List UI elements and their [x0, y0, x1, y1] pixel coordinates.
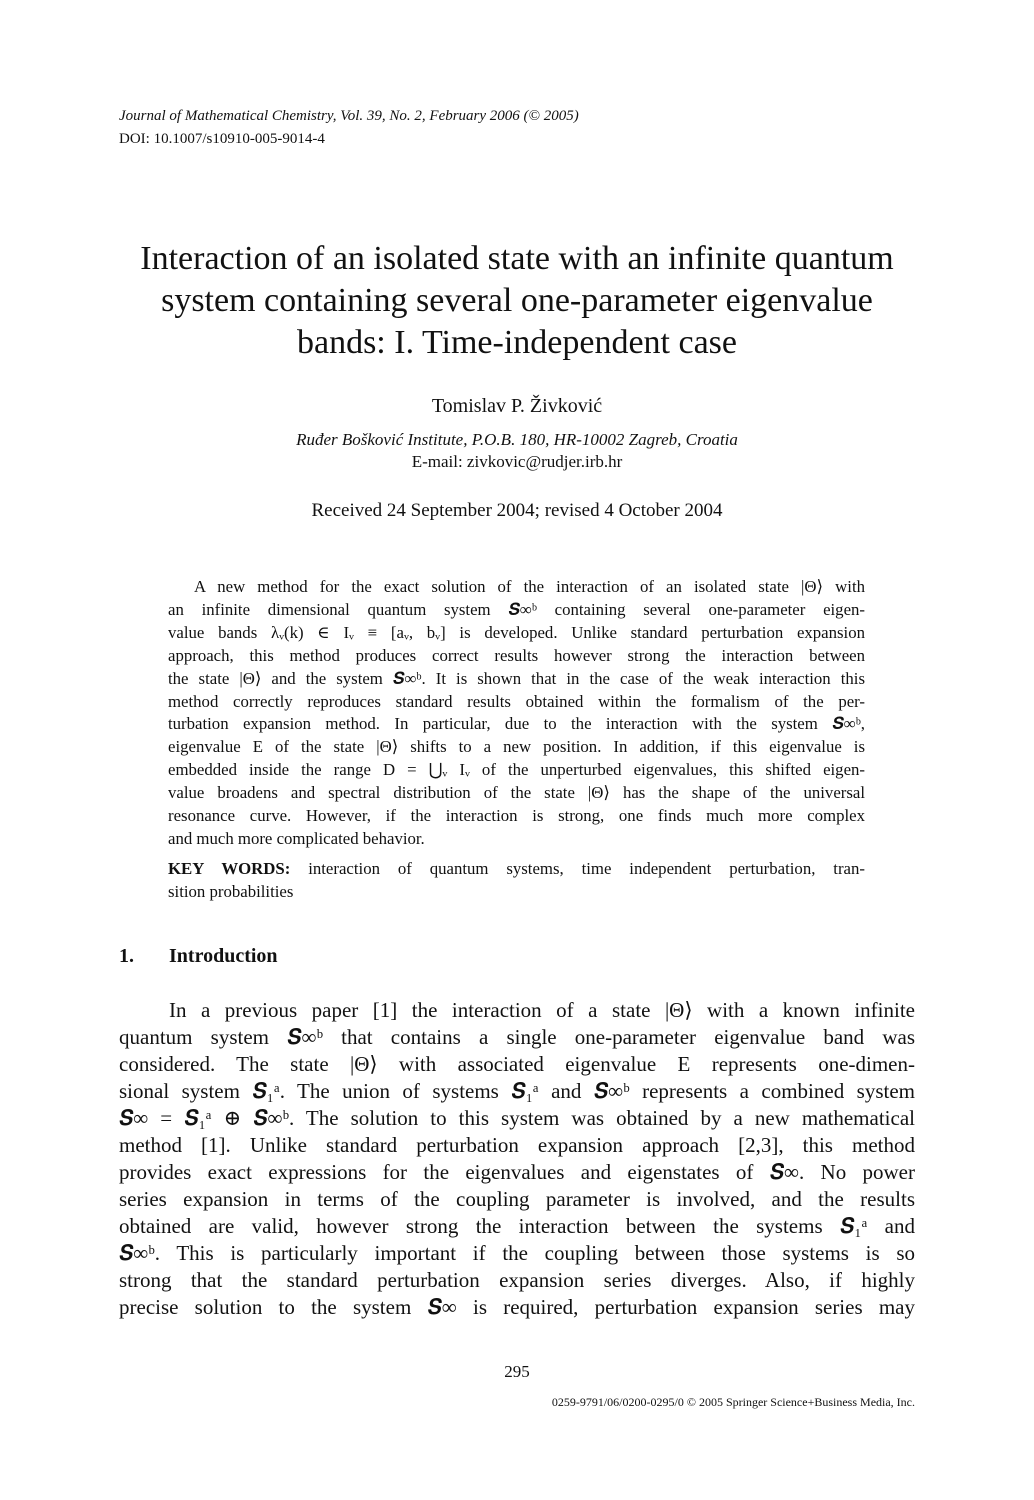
title-line: system containing several one-parameter eigenvalue	[161, 282, 873, 319]
abstract-line: value broadens and spectral distribution of the state |Θ⟩ has the shape of the universal	[168, 783, 865, 803]
body-line: series expansion in terms of the coupling parameter is involved, and the results	[119, 1187, 915, 1211]
keywords-line: sition probabilities	[168, 881, 294, 901]
abstract-line: turbation expansion method. In particular, due to the interaction with the system 𝑺∞ᵇ,	[168, 714, 865, 734]
body-line: 𝑺∞ᵇ. This is particularly important if the coupling between those systems is so	[119, 1241, 915, 1265]
abstract-line: the state |Θ⟩ and the system 𝑺∞ᵇ. It is shown that in the case of the weak interaction this	[168, 668, 865, 688]
body-line: 𝑺∞ = 𝑺₁ᵃ ⊕ 𝑺∞ᵇ. The solution to this system was obtained by a new mathematical	[119, 1106, 915, 1130]
body-line: obtained are valid, however strong the interaction between the systems 𝑺₁ᵃ and	[119, 1214, 915, 1238]
section-title: Introduction	[169, 945, 278, 967]
body-line: provides exact expressions for the eigenvalues and eigenstates of 𝑺∞. No power	[119, 1160, 915, 1184]
abstract-line: approach, this method produces correct results however strong the interaction between	[168, 645, 865, 665]
author-affiliation: Ruđer Bošković Institute, P.O.B. 180, HR-10002 Zagreb, Croatia	[296, 430, 738, 449]
footer-copyright: 0259-9791/06/0200-0295/0 © 2005 Springer Science+Business Media, Inc.	[551, 1395, 915, 1409]
author-name: Tomislav P. Živković	[431, 395, 603, 417]
body-line: strong that the standard perturbation expansion series diverges. Also, if highly	[119, 1268, 915, 1292]
abstract-line: eigenvalue E of the state |Θ⟩ shifts to a new position. In addition, if this eigenvalue is	[168, 737, 865, 757]
doi: DOI: 10.1007/s10910-005-9014-4	[119, 131, 325, 147]
section-number: 1.	[119, 945, 134, 967]
body-paragraph	[119, 997, 915, 1321]
body-line: quantum system 𝑺∞ᵇ that contains a single one-parameter eigenvalue band was	[119, 1025, 915, 1049]
abstract-line: embedded inside the range D = ⋃ᵥ Iᵥ of the unperturbed eigenvalues, this shifted eigen-	[168, 760, 865, 780]
journal-citation: Journal of Mathematical Chemistry, Vol. 39, No. 2, February 2006 (© 2005)	[119, 108, 579, 124]
abstract-line: method correctly reproduces standard results obtained within the formalism of the per-	[168, 691, 865, 711]
section-heading	[119, 943, 278, 969]
keywords-line: KEY WORDS: interaction of quantum systems, time independent perturbation, tran-	[168, 859, 865, 878]
page-number: 295	[504, 1362, 530, 1381]
title-line: Interaction of an isolated state with an infinite quantum	[140, 240, 894, 277]
abstract-line: resonance curve. However, if the interaction is strong, one finds much more complex	[168, 806, 865, 826]
body-line: method [1]. Unlike standard perturbation expansion approach [2,3], this method	[119, 1133, 915, 1157]
paper-title	[100, 238, 934, 364]
keywords-label: KEY WORDS:	[168, 859, 291, 878]
abstract-line: value bands λᵥ(k) ∈ Iᵥ ≡ [aᵥ, bᵥ] is developed. Unlike standard perturbation expansion	[168, 622, 865, 642]
title-line: bands: I. Time-independent case	[296, 324, 738, 361]
received-dates: Received 24 September 2004; revised 4 October 2004	[311, 500, 723, 521]
body-line: In a previous paper [1] the interaction of a state |Θ⟩ with a known infinite	[169, 998, 915, 1022]
body-line: sional system 𝑺₁ᵃ. The union of systems 𝑺₁ᵃ and 𝑺∞ᵇ represents a combined system	[119, 1079, 915, 1103]
body-line: considered. The state |Θ⟩ with associated eigenvalue E represents one-dimen-	[119, 1052, 915, 1076]
abstract-line: and much more complicated behavior.	[168, 828, 425, 848]
author-email: E-mail: zivkovic@rudjer.irb.hr	[411, 452, 623, 471]
abstract	[168, 576, 865, 851]
abstract-line: A new method for the exact solution of the interaction of an isolated state |Θ⟩ with	[194, 577, 865, 596]
abstract-line: an infinite dimensional quantum system 𝑺∞ᵇ containing several one-parameter eigen-	[168, 599, 865, 619]
body-line: precise solution to the system 𝑺∞ is required, perturbation expansion series may	[119, 1295, 915, 1319]
keywords	[168, 858, 865, 904]
